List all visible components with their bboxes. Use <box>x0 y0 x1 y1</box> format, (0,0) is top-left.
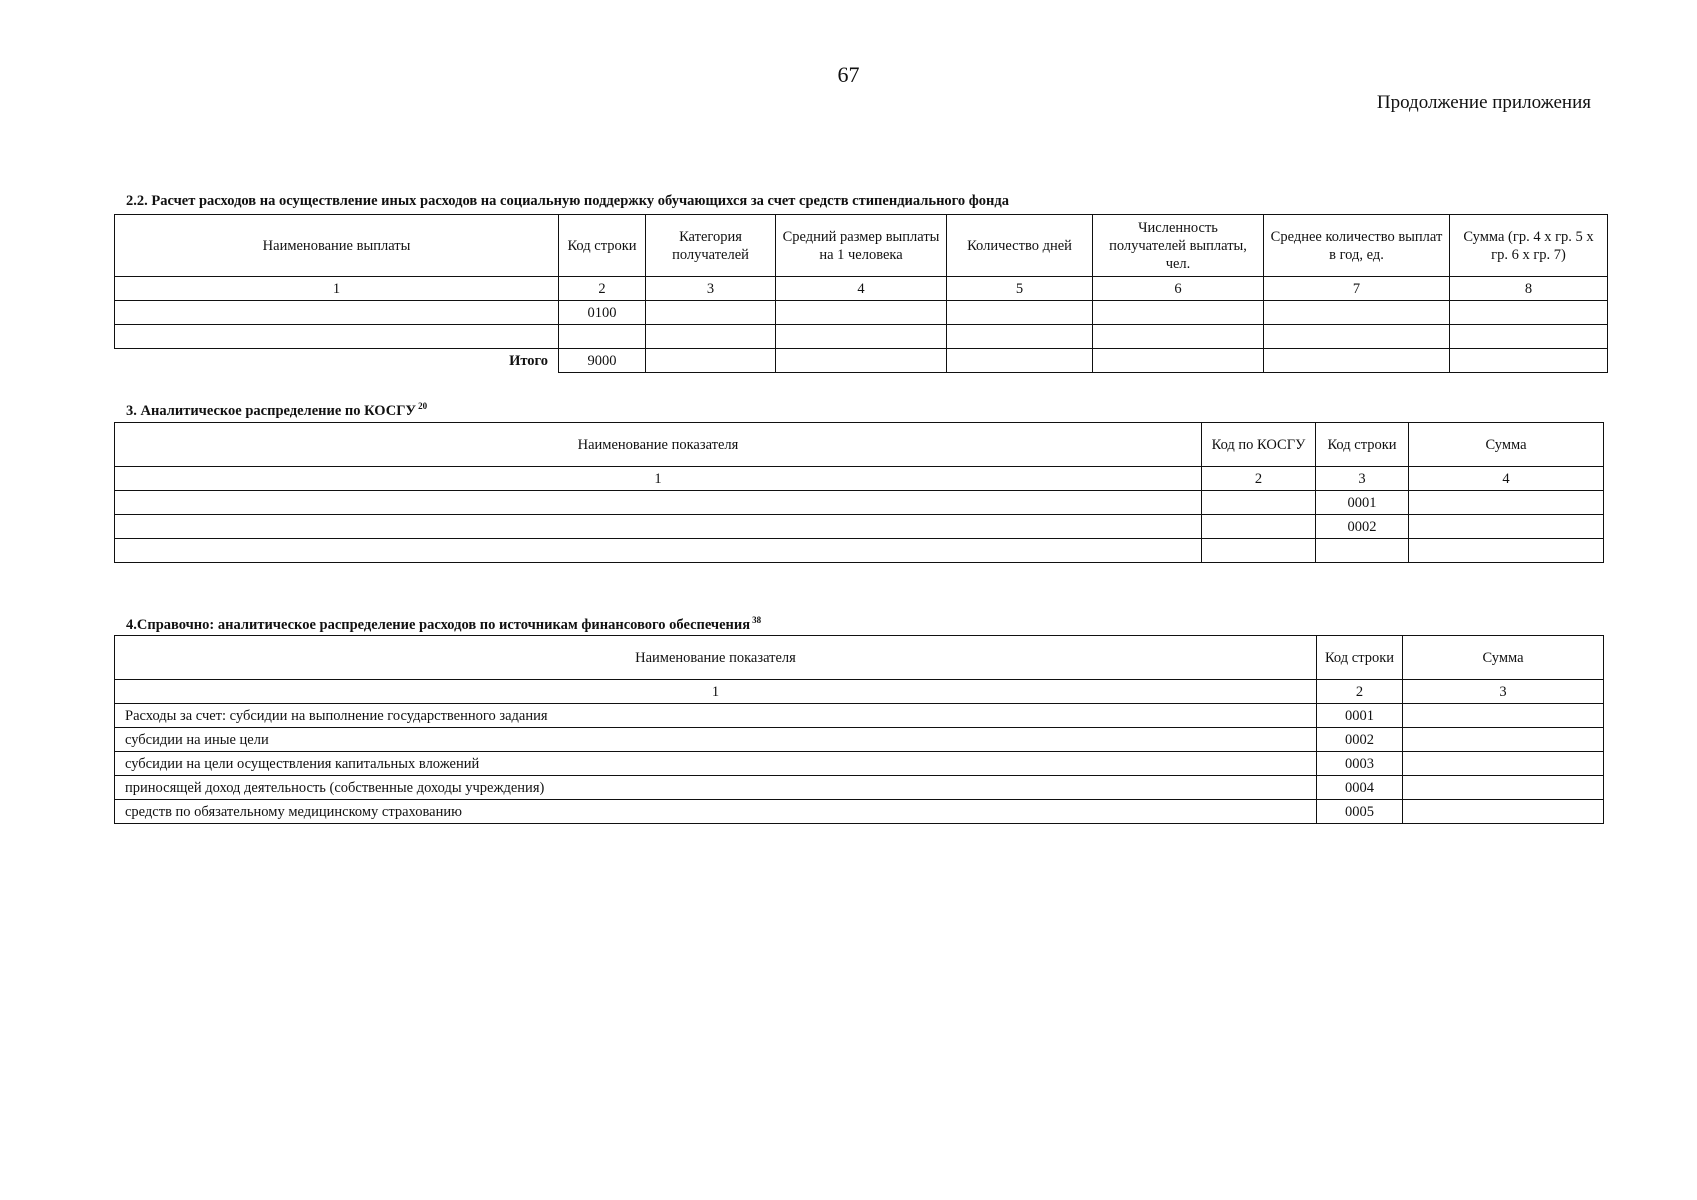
row-code-cell: 0004 <box>1317 776 1403 800</box>
table-header-row <box>115 215 1608 277</box>
header-cell: Код строки <box>1317 636 1403 680</box>
sum-cell[interactable] <box>1409 515 1604 539</box>
column-number: 4 <box>776 277 947 301</box>
indicator-name-cell: субсидии на иные цели <box>115 728 1317 752</box>
indicator-name-cell: приносящей доход деятельность (собственные доходы учреждения) <box>115 776 1317 800</box>
total-code-cell: 9000 <box>559 349 646 373</box>
row-code-cell: 0001 <box>1316 491 1409 515</box>
table-row <box>115 704 1604 728</box>
sum-cell[interactable] <box>1409 539 1604 563</box>
data-cell[interactable] <box>776 349 947 373</box>
data-cell[interactable] <box>947 349 1093 373</box>
header-cell: Среднее количество выплат в год, ед. <box>1264 215 1450 277</box>
table-row <box>115 728 1604 752</box>
kosgu-code-cell[interactable] <box>1202 491 1316 515</box>
column-number: 2 <box>1317 680 1403 704</box>
sum-cell[interactable] <box>1403 752 1604 776</box>
column-number-row <box>115 680 1604 704</box>
continuation-label: Продолжение приложения <box>1376 92 1591 113</box>
footnote-marker: 38 <box>752 615 762 625</box>
section-3-title <box>126 401 427 420</box>
table-row <box>115 776 1604 800</box>
section-22-title-text: 2.2. Расчет расходов на осуществление иных расходов на социальную поддержку обучающихся за счет средств стипендиального фонда <box>126 193 1009 209</box>
header-cell: Код строки <box>1316 423 1409 467</box>
header-cell: Код строки <box>559 215 646 277</box>
data-cell[interactable] <box>646 301 776 325</box>
header-cell: Код по КОСГУ <box>1202 423 1316 467</box>
footnote-marker: 20 <box>418 401 428 411</box>
header-cell: Категория получателей <box>646 215 776 277</box>
table-row <box>115 800 1604 824</box>
sum-cell[interactable] <box>1403 704 1604 728</box>
table-row <box>115 491 1604 515</box>
indicator-name-cell: Расходы за счет: субсидии на выполнение государственного задания <box>115 704 1317 728</box>
column-number: 1 <box>115 680 1317 704</box>
table-header-row <box>115 423 1604 467</box>
column-number: 7 <box>1264 277 1450 301</box>
column-number: 6 <box>1093 277 1264 301</box>
column-number: 3 <box>646 277 776 301</box>
column-number: 8 <box>1450 277 1608 301</box>
kosgu-distribution-table <box>114 422 1604 563</box>
stipend-expenses-table <box>114 214 1608 373</box>
total-label: Итого <box>115 349 559 373</box>
data-cell[interactable] <box>1264 349 1450 373</box>
row-code-cell: 0002 <box>1316 515 1409 539</box>
data-cell[interactable] <box>947 301 1093 325</box>
data-cell[interactable] <box>646 349 776 373</box>
column-number: 1 <box>115 277 559 301</box>
row-code-cell <box>1316 539 1409 563</box>
indicator-name-cell: субсидии на цели осуществления капитальных вложений <box>115 752 1317 776</box>
header-cell: Средний размер выплаты на 1 человека <box>776 215 947 277</box>
table-row <box>115 752 1604 776</box>
sum-cell[interactable] <box>1403 728 1604 752</box>
sum-cell[interactable] <box>1403 800 1604 824</box>
data-cell[interactable] <box>1264 325 1450 349</box>
data-cell[interactable] <box>1093 301 1264 325</box>
sum-cell[interactable] <box>1403 776 1604 800</box>
data-cell[interactable] <box>1264 301 1450 325</box>
column-number: 4 <box>1409 467 1604 491</box>
column-number-row <box>115 467 1604 491</box>
kosgu-code-cell[interactable] <box>1202 539 1316 563</box>
row-code-cell: 0002 <box>1317 728 1403 752</box>
header-cell: Численность получателей выплаты, чел. <box>1093 215 1264 277</box>
header-cell: Сумма <box>1403 636 1604 680</box>
header-cell: Наименование показателя <box>115 423 1202 467</box>
data-cell[interactable] <box>776 325 947 349</box>
data-cell[interactable] <box>1093 349 1264 373</box>
header-cell: Количество дней <box>947 215 1093 277</box>
data-cell[interactable] <box>776 301 947 325</box>
column-number: 3 <box>1316 467 1409 491</box>
data-cell[interactable] <box>947 325 1093 349</box>
payment-name-cell[interactable] <box>115 325 559 349</box>
row-code-cell: 0005 <box>1317 800 1403 824</box>
column-number: 3 <box>1403 680 1604 704</box>
column-number: 2 <box>1202 467 1316 491</box>
column-number-row <box>115 277 1608 301</box>
indicator-name-cell[interactable] <box>115 539 1202 563</box>
indicator-name-cell[interactable] <box>115 491 1202 515</box>
page-number: 67 <box>837 62 860 87</box>
header-cell: Наименование показателя <box>115 636 1317 680</box>
column-number: 5 <box>947 277 1093 301</box>
header-cell: Сумма <box>1409 423 1604 467</box>
kosgu-code-cell[interactable] <box>1202 515 1316 539</box>
table-row <box>115 539 1604 563</box>
indicator-name-cell[interactable] <box>115 515 1202 539</box>
header-cell: Сумма (гр. 4 х гр. 5 х гр. 6 х гр. 7) <box>1450 215 1608 277</box>
row-code-cell <box>559 325 646 349</box>
data-cell[interactable] <box>1450 301 1608 325</box>
row-code-cell: 0100 <box>559 301 646 325</box>
total-row <box>115 349 1608 373</box>
table-header-row <box>115 636 1604 680</box>
data-cell[interactable] <box>646 325 776 349</box>
table-row <box>115 325 1608 349</box>
payment-name-cell[interactable] <box>115 301 559 325</box>
data-cell[interactable] <box>1450 349 1608 373</box>
section-4-title-text: 4.Справочно: аналитическое распределение расходов по источникам финансового обеспечения <box>126 617 751 633</box>
data-cell[interactable] <box>1450 325 1608 349</box>
column-number: 1 <box>115 467 1202 491</box>
row-code-cell: 0001 <box>1317 704 1403 728</box>
table-row <box>115 515 1604 539</box>
section-3-title-text: 3. Аналитическое распределение по КОСГУ <box>126 403 417 419</box>
sum-cell[interactable] <box>1409 491 1604 515</box>
section-22-title <box>126 193 1009 210</box>
row-code-cell: 0003 <box>1317 752 1403 776</box>
indicator-name-cell: средств по обязательному медицинскому страхованию <box>115 800 1317 824</box>
column-number: 2 <box>559 277 646 301</box>
section-4-title <box>126 615 761 634</box>
header-cell: Наименование выплаты <box>115 215 559 277</box>
table-row <box>115 301 1608 325</box>
funding-sources-table <box>114 635 1604 824</box>
data-cell[interactable] <box>1093 325 1264 349</box>
